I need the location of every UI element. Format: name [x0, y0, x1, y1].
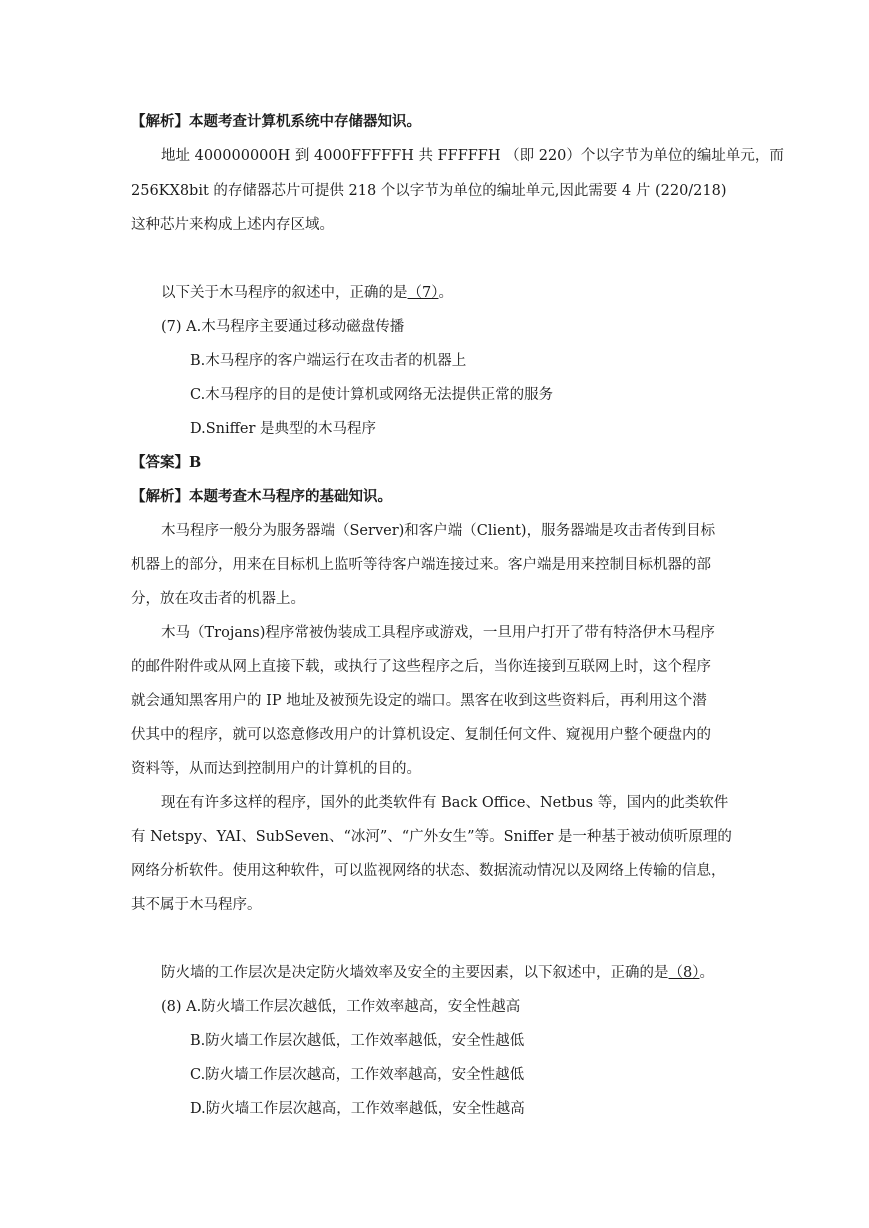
paragraph-line: 的邮件附件或从网上直接下载，或执行了这些程序之后，当你连接到互联网上时，这个程序: [131, 659, 711, 675]
question-blank: （7）: [407, 285, 439, 301]
option-a: (7) A.木马程序主要通过移动磁盘传播: [161, 319, 405, 335]
question-stem-text: 以下关于木马程序的叙述中，正确的是: [161, 285, 408, 301]
question-7-stem: [161, 283, 453, 303]
question-stem-text: 防火墙的工作层次是决定防火墙效率及安全的主要因素，以下叙述中，正确的是: [161, 965, 669, 981]
paragraph-line: 256KX8bit 的存储器芯片可提供 218 个以字节为单位的编址单元,因此需要 4 片 (220/218): [131, 183, 727, 199]
option-c: C.防火墙工作层次越高，工作效率越高，安全性越低: [190, 1067, 525, 1083]
question-blank: （8）: [668, 965, 700, 981]
paragraph-line: 分，放在攻击者的机器上。: [131, 591, 305, 607]
question-stem-end: 。: [699, 965, 714, 981]
paragraph-line: 其不属于木马程序。: [131, 897, 262, 913]
paragraph-line: 现在有许多这样的程序，国外的此类软件有 Back Office、Netbus 等，国内的此类软件: [161, 795, 729, 811]
paragraph-line: 就会通知黑客用户的 IP 地址及被预先设定的端口。黑客在收到这些资料后，再利用这个潜: [131, 693, 707, 709]
paragraph-line: 网络分析软件。使用这种软件，可以监视网络的状态、数据流动情况以及网络上传输的信息，: [131, 863, 726, 879]
question-8-stem: [161, 963, 714, 983]
paragraph-line: 资料等，从而达到控制用户的计算机的目的。: [131, 761, 421, 777]
paragraph-line: 有 Netspy、YAI、SubSeven、“冰河”、“广外女生”等。Sniffer 是一种基于被动侦听原理的: [131, 829, 732, 845]
paragraph-line: 机器上的部分，用来在目标机上监听等待客户端连接过来。客户端是用来控制目标机器的部: [131, 557, 711, 573]
paragraph-line: 木马程序一般分为服务器端（Server)和客户端（Client)，服务器端是攻击者传到目标: [161, 523, 716, 539]
question-stem-end: 。: [438, 285, 453, 301]
option-b: B.木马程序的客户端运行在攻击者的机器上: [190, 353, 467, 369]
option-d: D.防火墙工作层次越高，工作效率越低，安全性越高: [190, 1101, 525, 1117]
paragraph-line: 木马（Trojans)程序常被伪装成工具程序或游戏，一旦用户打开了带有特洛伊木马程序: [161, 625, 715, 641]
paragraph-line: 伏其中的程序，就可以恣意修改用户的计算机设定、复制任何文件、窥视用户整个硬盘内的: [131, 727, 711, 743]
paragraph-line: 这种芯片来构成上述内存区域。: [131, 217, 334, 233]
answer-label: 【答案】B: [131, 454, 202, 471]
analysis-heading: 【解析】本题考查计算机系统中存储器知识。: [131, 113, 421, 130]
option-c: C.木马程序的目的是使计算机或网络无法提供正常的服务: [190, 387, 554, 403]
option-b: B.防火墙工作层次越低，工作效率越低，安全性越低: [190, 1033, 525, 1049]
option-d: D.Sniffer 是典型的木马程序: [190, 421, 377, 437]
analysis-heading: 【解析】本题考查木马程序的基础知识。: [131, 488, 392, 505]
option-a: (8) A.防火墙工作层次越低，工作效率越高，安全性越高: [161, 999, 521, 1015]
paragraph-line: 地址 400000000H 到 4000FFFFFH 共 FFFFFH （即 220）个以字节为单位的编址单元，而: [161, 148, 784, 164]
